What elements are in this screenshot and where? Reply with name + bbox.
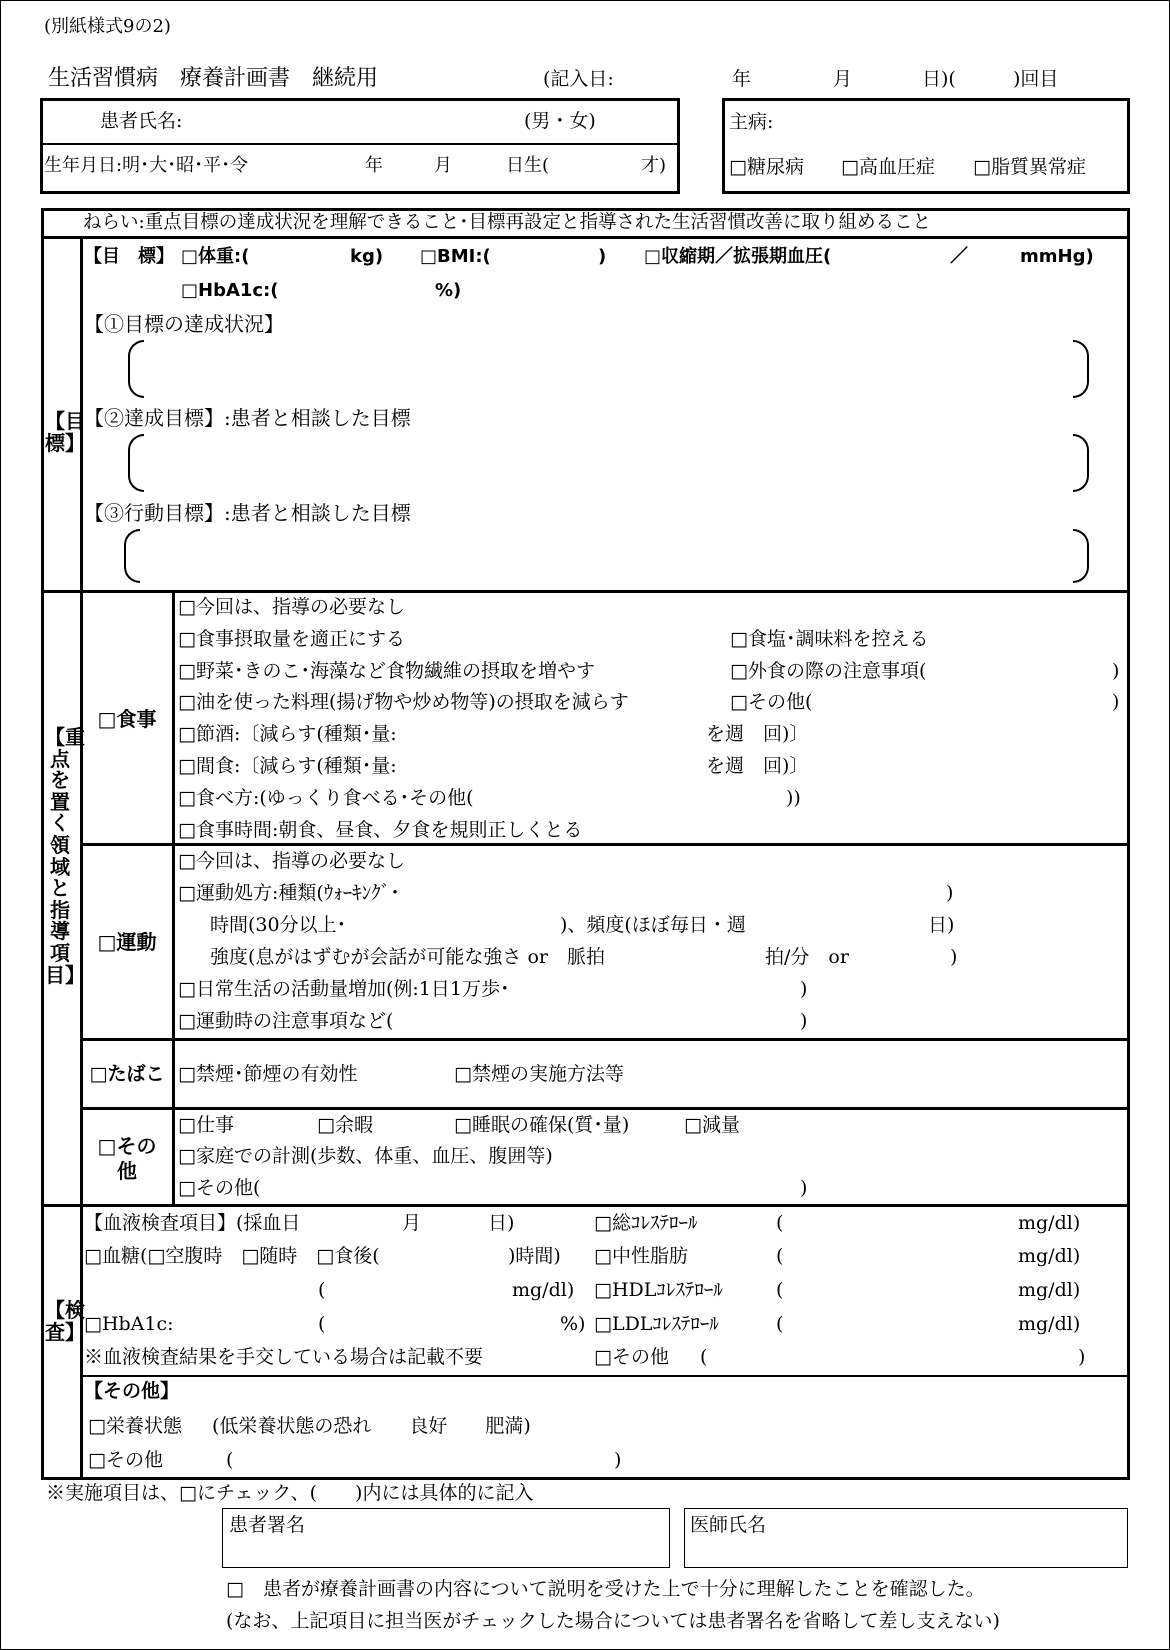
goal-bmi[interactable]: □BMI:( [420,246,491,267]
lipid-paren-5: ( [700,1346,708,1368]
lipid-unit-4: mg/dl) [1018,1313,1081,1335]
exercise-line-6[interactable]: □運動時の注意事項など( [178,1010,394,1032]
diet-salt[interactable]: □食塩･調味料を控える [730,628,929,650]
blood-test-heading: 【血液検査項目】(採血日 [84,1212,301,1234]
age: 才) [641,155,667,176]
lipid-ldl[interactable]: □LDLｺﾚｽﾃﾛｰﾙ [594,1313,719,1335]
goal-weight[interactable]: □体重:( [181,246,250,267]
action-bracket-right [1073,529,1089,583]
disease-diabetes[interactable]: □糖尿病 [729,156,804,178]
diet-eating-out-close: ) [1112,660,1120,682]
achievement-heading: 【①目標の達成状況】 [84,312,284,336]
blood-hba1c[interactable]: □HbA1c: [84,1313,174,1335]
visit-count: )回目 [1013,68,1059,90]
exam-other-open: ( [226,1449,234,1471]
nutrition-status[interactable]: □栄養状態 [88,1415,182,1437]
exercise-line-2[interactable]: □運動処方:種類(ｳｫｰｷﾝｸﾞ･ [178,882,400,904]
lipid-unit-2: mg/dl) [1018,1245,1081,1267]
nutrition-options: (低栄養状態の恐れ 良好 肥満) [212,1415,531,1437]
doctor-name-label: 医師氏名 [690,1514,767,1536]
lipid-other-close: ) [1078,1346,1086,1368]
exercise-pulse: 拍/分 or [765,946,849,968]
other-weight-loss[interactable]: □減量 [684,1114,740,1136]
footer-note: ※実施項目は、□にチェック、( )内には具体的に記入 [46,1482,534,1504]
other-focus-label[interactable]: □その他 [97,1134,157,1183]
exercise-intensity-close: ) [950,946,958,968]
birth-year: 年 [365,155,383,176]
exam-other-close: ) [614,1449,622,1471]
achievement-bracket-right [1073,340,1089,398]
exam-section-label: 【検査】 [45,1298,85,1344]
aim-text: ねらい:重点目標の達成状況を理解できること･目標再設定と指導された生活習慣改善に取り組めること [83,212,931,233]
goal-bp-unit: mmHg) [1020,246,1094,267]
goal-hba1c[interactable]: □HbA1c:( [181,280,279,301]
blood-test-day: 日) [488,1212,515,1234]
diet-eating-close: )) [786,787,801,809]
other-work[interactable]: □仕事 [178,1114,234,1136]
blood-hba1c-paren: ( [318,1313,326,1335]
disease-hypertension[interactable]: □高血圧症 [841,156,935,178]
exercise-caution-close: ) [800,1010,808,1032]
lipid-unit-1: mg/dl) [1018,1212,1081,1234]
blood-note: ※血液検査結果を手交している場合は記載不要 [84,1346,484,1368]
exercise-intensity: 強度(息がはずむが会話が可能な強さ or 脈拍 [210,946,605,968]
birth-label: 生年月日:明･大･昭･平･令 [44,155,249,176]
other-misc[interactable]: □その他( [178,1177,261,1199]
goal-bmi-close: ) [598,246,607,267]
diet-eating-out[interactable]: □外食の際の注意事項( [730,660,927,682]
lipid-paren-4: ( [776,1313,784,1335]
disease-box [722,98,1130,194]
exercise-type-close: ) [946,882,954,904]
patient-sign-label: 患者署名 [229,1514,306,1536]
exercise-line-1[interactable]: □今回は、指導の必要なし [178,850,405,872]
goal-bp[interactable]: □収縮期／拡張期血圧( [644,246,832,267]
exam-other-item[interactable]: □その他 [88,1449,163,1471]
exercise-activity-close: ) [800,978,808,1000]
action-heading: 【③行動目標】:患者と相談した目標 [84,501,411,525]
goal-hba1c-unit: %) [435,280,462,301]
exam-other-heading: 【その他】 [84,1380,180,1402]
disease-label: 主病: [729,111,774,133]
goal-bp-slash: ／ [950,246,968,267]
birth-day: 日生( [506,155,550,176]
goals-section-label: 【目標】 [45,409,85,455]
blood-glucose[interactable]: □血糖(□空腹時 □随時 □食後( [84,1245,380,1267]
sex-options: (男・女) [524,110,596,132]
lipid-paren-1: ( [776,1212,784,1234]
entry-date-label: (記入日: [543,68,614,90]
diet-alcohol-week: を週 回)〕 [706,723,809,745]
focus-label-divider [172,591,175,1205]
goal-weight-unit: kg) [350,246,384,267]
exercise-time: 時間(30分以上･ [210,914,347,936]
target-bracket-left [128,434,144,492]
lipid-triglyceride[interactable]: □中性脂肪 [594,1245,688,1267]
diet-line-5[interactable]: □節酒:〔減らす(種類･量: [178,723,397,745]
focus-section-label: 【重点を置く領域と指導項目】 [45,725,85,987]
goals-bottom-divider [42,590,1128,593]
focus-bottom-divider [42,1204,1128,1207]
lipid-paren-2: ( [776,1245,784,1267]
diet-line-1[interactable]: □今回は、指導の必要なし [178,596,405,618]
diet-other[interactable]: □その他( [730,691,813,713]
diet-line-2[interactable]: □食事摂取量を適正にする [178,628,405,650]
goals-heading: 【目 標】 [84,246,174,267]
lipid-total-chol[interactable]: □総ｺﾚｽﾃﾛｰﾙ [594,1212,698,1234]
page-title: 生活習慣病 療養計画書 継続用 [48,66,379,91]
footer-remark: (なお、上記項目に担当医がチェックした場合については患者署名を省略して差し支えない) [226,1610,1000,1632]
tobacco-effect[interactable]: □禁煙･節煙の有効性 [178,1063,358,1085]
diet-line-3[interactable]: □野菜･きのこ･海藻など食物繊維の摂取を増やす [178,660,595,682]
diet-line-4[interactable]: □油を使った料理(揚げ物や炒め物等)の摂取を減らす [178,691,629,713]
diet-other-close: ) [1112,691,1120,713]
patient-name-label: 患者氏名: [100,110,183,132]
other-misc-close: ) [800,1177,808,1199]
action-bracket-left [124,529,140,583]
birth-month: 月 [434,155,452,176]
entry-year: 年 [732,68,752,90]
exam-inner-divider [81,1375,1128,1377]
disease-dyslipidemia[interactable]: □脂質異常症 [973,156,1086,178]
tobacco-method[interactable]: □禁煙の実施方法等 [454,1063,624,1085]
entry-month: 月 [833,68,853,90]
blood-glucose-hours: )時間) [508,1245,561,1267]
exercise-frequency-day: 日) [928,914,955,936]
other-leisure[interactable]: □余暇 [317,1114,373,1136]
lipid-hdl[interactable]: □HDLｺﾚｽﾃﾛｰﾙ [594,1279,723,1301]
achievement-bracket-left [128,340,144,398]
exercise-divider [81,1038,1128,1041]
tobacco-label[interactable]: □たばこ [89,1063,165,1085]
blood-glucose-unit: mg/dl) [512,1279,575,1301]
lipid-other[interactable]: □その他 [594,1346,669,1368]
exercise-label[interactable]: □運動 [97,930,157,954]
tobacco-divider [81,1107,1128,1110]
lipid-paren-3: ( [776,1279,784,1301]
diet-label[interactable]: □食事 [97,707,157,731]
blood-test-month: 月 [402,1212,422,1234]
exercise-line-5[interactable]: □日常生活の活動量増加(例:1日1万歩･ [178,978,510,1000]
entry-day: 日)( [922,68,956,90]
diet-divider [81,843,1128,846]
confirm-checkbox[interactable]: □ 患者が療養計画書の内容について説明を受けた上で十分に理解したことを確認した。 [226,1578,985,1600]
exercise-frequency: )、頻度(ほぼ毎日・週 [560,914,746,936]
diet-line-8[interactable]: □食事時間:朝食、昼食、夕食を規則正しくとる [178,819,583,841]
diet-snack-week: を週 回)〕 [706,755,809,777]
aim-divider [42,236,1128,239]
blood-glucose-paren: ( [318,1279,326,1301]
other-sleep[interactable]: □睡眠の確保(質･量) [454,1114,630,1136]
blood-hba1c-unit: %) [560,1313,586,1335]
patient-divider [42,143,678,145]
form-number: (別紙様式9の2) [44,16,171,37]
other-home-measure[interactable]: □家庭での計測(歩数、体重、血圧、腹囲等) [178,1145,553,1167]
target-bracket-right [1073,434,1089,492]
lipid-unit-3: mg/dl) [1018,1279,1081,1301]
target-heading: 【②達成目標】:患者と相談した目標 [84,406,411,430]
diet-line-7[interactable]: □食べ方:(ゆっくり食べる･その他( [178,787,474,809]
diet-line-6[interactable]: □間食:〔減らす(種類･量: [178,755,397,777]
